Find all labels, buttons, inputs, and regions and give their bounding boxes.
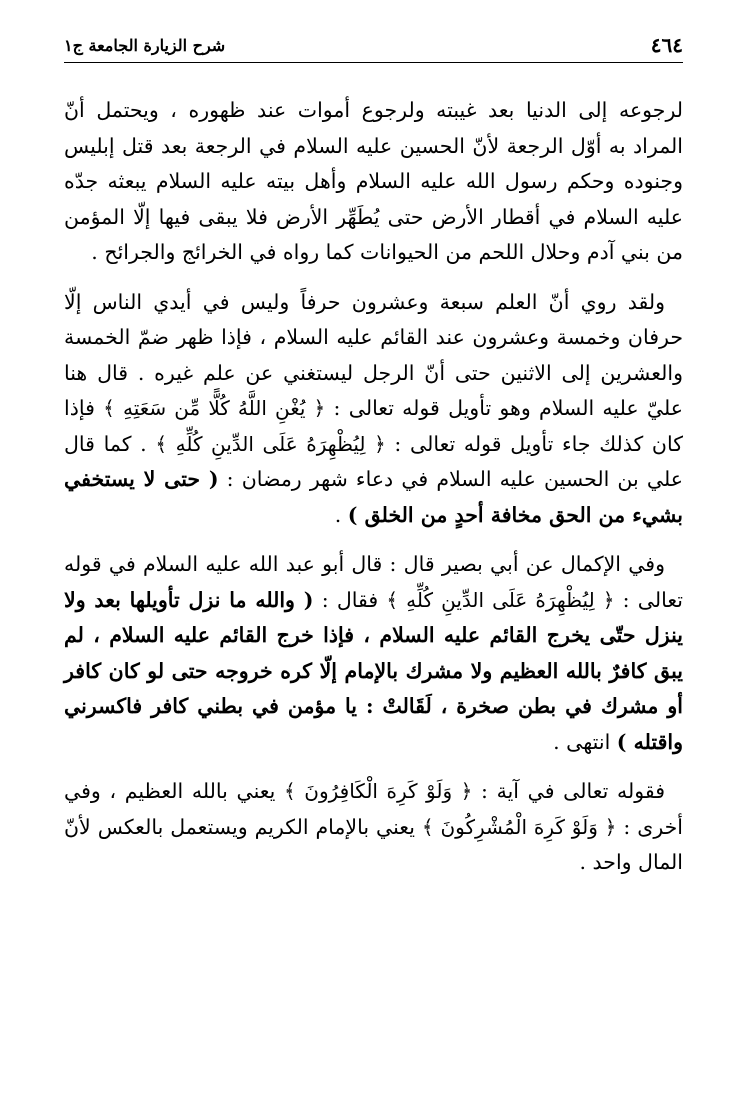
paragraph-2 [64,285,683,534]
page-header [64,28,683,63]
text-run: . [334,502,348,527]
text-run: انتهى . [553,729,617,754]
paragraph-1 [64,93,683,271]
text-run: وفي الإكمال عن أبي بصير قال : قال أبو عبد الله عليه السلام في قوله تعالى : [64,552,683,612]
running-title: شرح الزيارة الجامعة ج١ [64,35,226,55]
quran-verse: ﴿ لِيُظْهِرَهُ عَلَى الدِّينِ كُلِّهِ ﴾ [386,587,615,612]
hadith-quote: ( حتى لا يستخفي بشيء من الحق مخافة أحدٍ من الخلق ) [64,467,683,527]
paragraph-3 [64,547,683,760]
paragraph-4 [64,774,683,881]
book-page [64,28,683,1102]
page-number: ٤٦٤ [650,33,683,57]
text-run: فقال : [313,587,387,612]
text-run: يعني بالله العظيم ، وفي أخرى : [64,779,684,839]
hadith-quote: ( والله ما نزل تأويلها بعد ولا ينزل حتّى يخرج القائم عليه السلام ، فإذا خرج القائم عليه السلام ، لم يبق كافرٌ بالله العظيم ولا مشرك بالإمام إلّا كره خروجه حتى لو كان كافر أو مشرك في بطن صخرة ، لَقَالتْ : يا مؤمن في بطني كافر فاكسرني واقتله ) [64,587,683,754]
text-run: ولقد روي أنّ العلم سبعة وعشرون حرفاً وليس في أيدي الناس إلّا حرفان وخمسة وعشرون عند القائم عليه السلام ، فإذا ظهر ضمّ الخمسة والعشرين إلى الاثنين حتى أنّ الرجل ليستغني عن علم غيره . قال هنا عليّ عليه السلام وهو تأويل قوله تعالى : [64,289,684,420]
quran-verse: ﴿ لِيُظْهِرَهُ عَلَى الدِّينِ كُلِّهِ ﴾ [155,431,386,456]
text-run: لرجوعه إلى الدنيا بعد غيبته ولرجوع أموات عند ظهوره ، ويحتمل أنّ المراد به أوّل الرجعة لأنّ الحسين عليه السلام في الرجعة بعد قتل إبليس وجنوده وحكم رسول الله عليه السلام وأهل بيته عليه السلام يبعثه جدّه عليه السلام في أقطار الأرض حتى يُطَهِّر الأرض فلا يبقى فيها إلّا المؤمن من بني آدم وحلال اللحم من الحيوانات كما رواه في الخرائج والجرائح . [64,98,683,264]
text-run: فإذا كان كذلك جاء تأويل قوله تعالى : [64,396,683,456]
text-run: فقوله تعالى في آية : [472,779,666,803]
quran-verse: ﴿ وَلَوْ كَرِهَ الْكَافِرُونَ ﴾ [284,779,473,803]
text-run: . كما قال علي بن الحسين عليه السلام في دعاء شهر رمضان : [64,431,683,491]
quran-verse: ﴿ وَلَوْ كَرِهَ الْمُشْرِكُونَ ﴾ [421,814,617,839]
text-run: يعني بالإمام الكريم ويستعمل بالعكس لأنّ المال واحد . [64,814,683,874]
quran-verse: ﴿ يُغْنِ اللَّهُ كُلًّا مِّن سَعَتِهِ ﴾ [103,396,326,420]
body-text [64,93,683,881]
